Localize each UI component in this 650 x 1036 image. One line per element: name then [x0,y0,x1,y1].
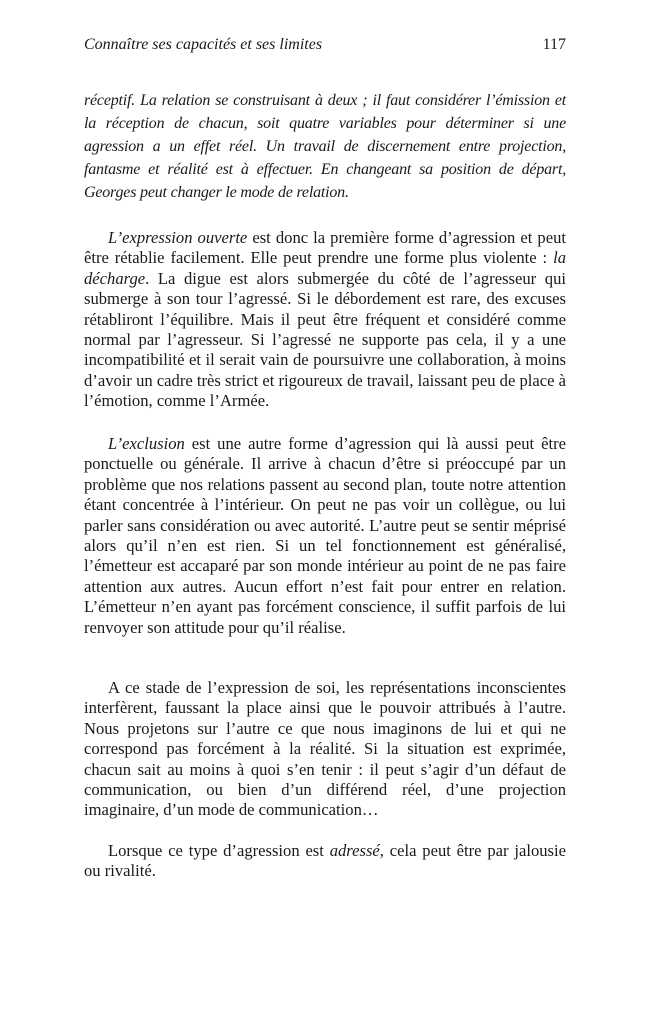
paragraph-continuation: réceptif. La relation se construisant à deux ; il faut considérer l’émission et la réception de chacun, soit quatre variables pour déterminer si une agression a un effet réel. Un travail de discernement entre projection, fantasme et réalité est à effectuer. En changeant sa position de départ, Georges peut changer le mode de relation. [84,92,566,201]
term-expression-ouverte: L’expression ouverte [108,228,248,247]
term-adresse: adressé [329,841,380,860]
paragraph-agression-adressee: Lorsque ce type d’agression est adressé, cela peut être par jalousie ou rivalité. [84,841,566,881]
paragraph-representations: A ce stade de l’expression de soi, les représentations inconscientes interfèrent, faussant la place ainsi que le pouvoir attribués à l’autre. Nous projetons sur l’autre ce que nous imaginons de lui et qui ne correspond pas forcément à la réalité. Si la situation est exprimée, chacun sait au moins à quoi s’en tenir : il peut s’agir d’un défaut de communication, ou bien d’un différend réel, d’une projection imaginaire, d’un mode de communication… [84,678,566,820]
term-la-decharge: la décharge [84,248,566,288]
paragraph-exclusion: L’exclusion est une autre forme d’agression qui là aussi peut être ponctuelle ou générale. Il arrive à chacun d’être si préoccupé par un problème que nos relations passent au second plan, toute notre attention étant concentrée à l’intérieur. On peut ne pas voir un collègue, ou lui parler sans considération ou avec autorité. L’autre peut se sentir méprisé alors qu’il n’en est rien. Si un tel fonctionnement est généralisé, l’émetteur est accaparé par son monde intérieur au point de ne pas faire attention aux autres. Aucun effort n’est fait pour entrer en relation. L’émetteur n’en ayant pas forcément conscience, il suffit parfois de lui renvoyer son attitude pour qu’il réalise. [84,434,566,637]
page-number: 117 [542,36,566,53]
running-head [84,36,566,54]
chapter-title: Connaître ses capacités et ses limites [84,36,323,53]
term-exclusion: L’exclusion [108,434,185,453]
paragraph-expression-ouverte: L’expression ouverte est donc la première forme d’agression et peut être rétablie facilement. Elle peut prendre une forme plus violente : la décharge. La digue est alors submergée du côté de l’agresseur qui submerge à son tour l’agressé. Si le débordement est rare, des excuses rétabliront l’équilibre. Mais il peut être fréquent et considéré comme normal par l’agresseur. Si l’agressé ne supporte pas cela, il y a une incompatibilité et il serait vain de poursuivre une collaboration, à moins d’avoir un cadre très strict et rigoureux de travail, laissant peu de place à l’émotion, comme l’Armée. [84,228,566,411]
